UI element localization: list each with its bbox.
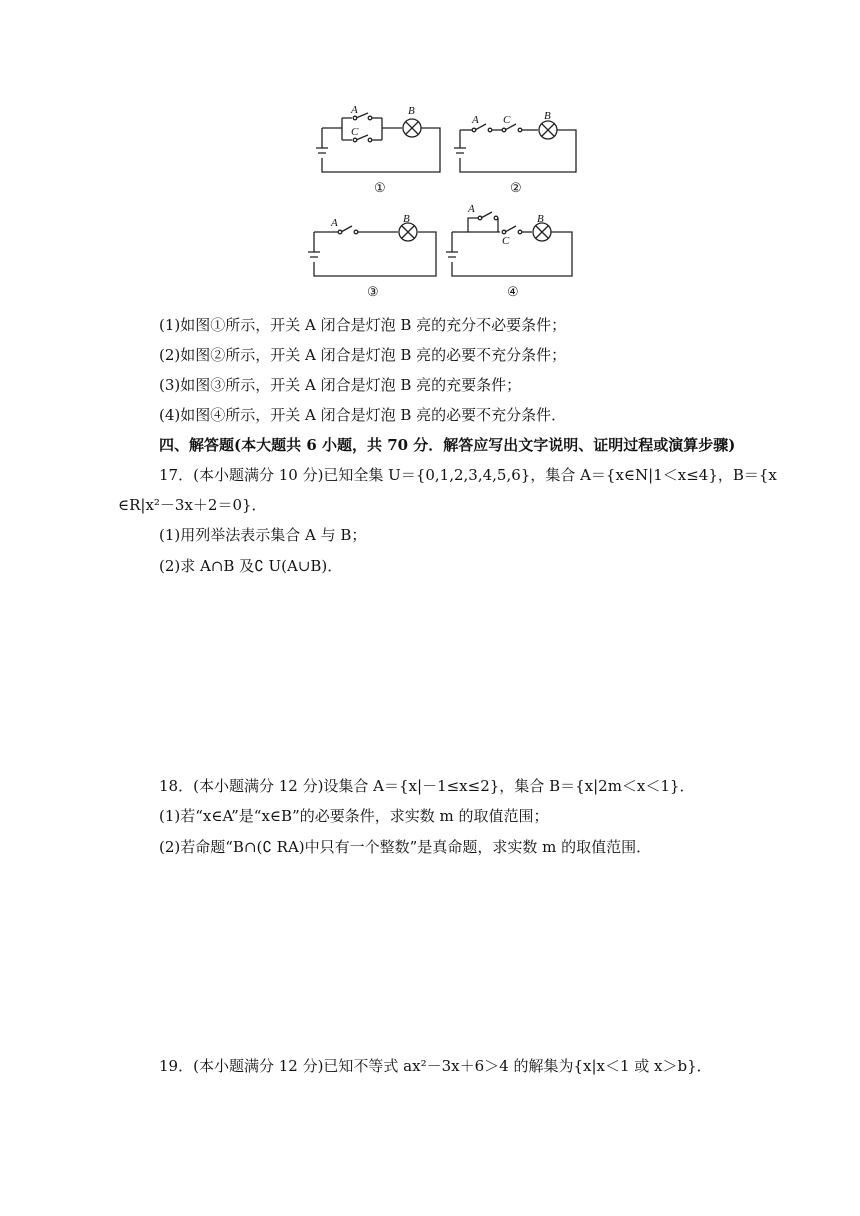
- section-heading: 四、解答题(本大题共 6 小题，共 70 分．解答应写出文字说明、证明过程或演算步骤): [159, 436, 736, 454]
- statement-1: (1)如图①所示，开关 A 闭合是灯泡 B 亮的充分不必要条件；: [159, 316, 567, 334]
- label-a: A: [351, 104, 358, 116]
- statement-3: (3)如图③所示，开关 A 闭合是灯泡 B 亮的充要条件；: [159, 376, 522, 394]
- circuit-figure-3: [308, 213, 436, 276]
- statement-4: (4)如图④所示，开关 A 闭合是灯泡 B 亮的必要不充分条件．: [159, 406, 567, 424]
- label-c: C: [351, 126, 359, 138]
- label-b: B: [403, 213, 410, 225]
- label-c: C: [502, 235, 510, 247]
- circuit-figure-4: [446, 203, 572, 276]
- circuit-figure-1: [316, 104, 440, 172]
- label-b: B: [408, 105, 415, 117]
- label-b: B: [544, 110, 551, 122]
- question-17-line-1: 17．(本小题满分 10 分)已知全集 U＝{0,1,2,3,4,5,6}，集合 A＝{x∈N|1＜x≤4}，B＝{x: [159, 466, 777, 484]
- question-17-part-2: (2)求 A∩B 及∁ U(A∪B)．: [159, 557, 343, 575]
- question-17-part-1: (1)用列举法表示集合 A 与 B；: [159, 526, 367, 544]
- caption-1: ①: [374, 180, 386, 195]
- label-b: B: [537, 213, 544, 225]
- question-17-line-2: ∈R|x²－3x＋2＝0}．: [118, 496, 267, 514]
- caption-2: ②: [510, 180, 522, 195]
- label-c: C: [503, 114, 511, 126]
- circuit-figure-2: [454, 110, 576, 172]
- label-a: A: [468, 203, 475, 215]
- circuit-diagrams: [0, 0, 860, 310]
- caption-4: ④: [507, 284, 519, 299]
- question-18-part-2: (2)若命题“B∩(∁ RA)中只有一个整数”是真命题，求实数 m 的取值范围．: [159, 838, 652, 856]
- caption-3: ③: [367, 284, 379, 299]
- question-19-line-1: 19．(本小题满分 12 分)已知不等式 ax²－3x＋6＞4 的解集为{x|x＜1 或 x＞b}．: [159, 1057, 712, 1075]
- label-a: A: [472, 114, 479, 126]
- question-18-line-1: 18．(本小题满分 12 分)设集合 A＝{x|－1≤x≤2}，集合 B＝{x|2m＜x＜1}．: [159, 777, 695, 795]
- statement-2: (2)如图②所示，开关 A 闭合是灯泡 B 亮的必要不充分条件；: [159, 346, 567, 364]
- label-a: A: [331, 217, 338, 229]
- question-18-part-1: (1)若“x∈A”是“x∈B”的必要条件，求实数 m 的取值范围；: [159, 807, 549, 825]
